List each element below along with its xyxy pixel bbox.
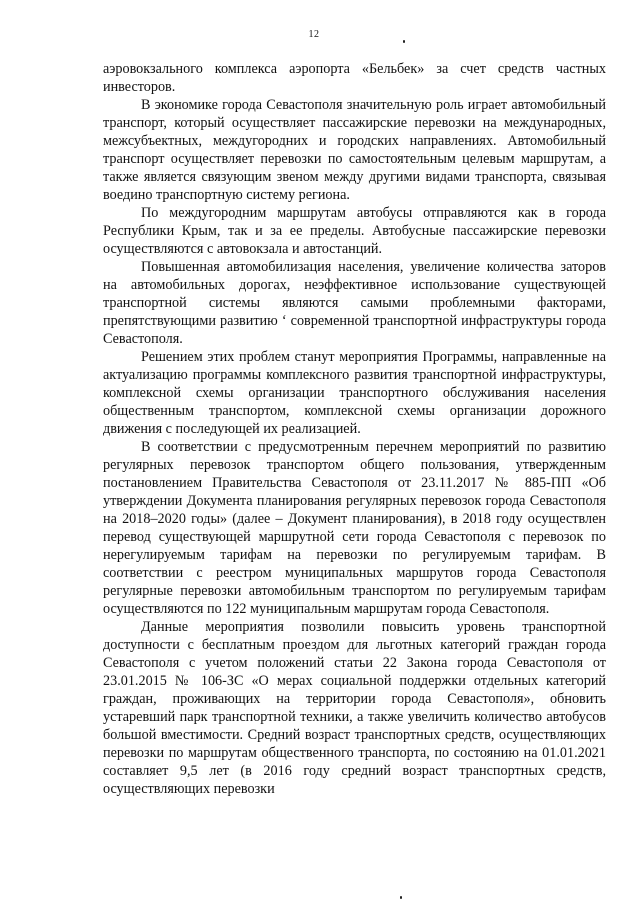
scan-speck-top	[403, 40, 405, 43]
paragraph-intercity-routes: По междугородним маршрутам автобусы отправляются как в города Республики Крым, так и за ее пределы. Автобусные пассажирские перевозки осуществляются с автовокзала и автостанций.	[103, 205, 606, 257]
body-text	[103, 60, 606, 798]
paragraph-regular-transport-reform: В соответствии с предусмотренным перечнем мероприятий по развитию регулярных перевозок транспортом общего пользования, утвержденным постановлением Правительства Севастополя от 23.11.2017 № 885-ПП «Об утверждении Документа планирования регулярных перевозок города Севастополя на 2018–2020 годы» (далее – Документ планирования), в 2018 году осуществлен перевод существующей маршрутной сети города Севастополя с перевозок по нерегулируемым тарифам на перевозки по регулируемым тарифам. В соответствии с реестром муниципальных маршрутов города Севастополя регулярные перевозки автомобильным транспортом по регулируемым тарифам осуществляются по 122 муниципальным маршрутам города Севастополя.	[103, 439, 606, 617]
paragraph-airport-investors: аэровокзального комплекса аэропорта «Бельбек» за счет средств частных инвесторов.	[103, 61, 606, 95]
paragraph-road-transport-role: В экономике города Севастополя значительную роль играет автомобильный транспорт, который осуществляет пассажирские перевозки на международных, межсубъектных, междугородних и городских направлениях. Автомобильный транспорт осуществляет перевозки по самостоятельным целевым маршрутам, а также является связующим звеном между другими видами транспорта, связывая воедино транспортную систему региона.	[103, 97, 606, 203]
scan-speck-bottom	[400, 896, 402, 899]
paragraph-program-measures: Решением этих проблем станут мероприятия Программы, направленные на актуализацию программы комплексного развития транспортной инфраструктуры, комплексной схемы организации транспортного обслуживания населения общественным транспортом, комплексной схемы организации дорожного движения с последующей их реализацией.	[103, 349, 606, 437]
paragraph-accessibility-results: Данные мероприятия позволили повысить уровень транспортной доступности с бесплатным проездом для льготных категорий граждан города Севастополя с учетом положений статьи 22 Закона города Севастополя от 23.01.2015 № 106-ЗС «О мерах социальной поддержки отдельных категорий граждан, проживающих на территории города Севастополя», обновить устаревший парк транспортной техники, а также увеличить количество автобусов большой вместимости. Средний возраст транспортных средств, осуществляющих перевозки по маршрутам общественного транспорта, по состоянию на 01.01.2021 составляет 9,5 лет (в 2016 году средний возраст транспортных средств, осуществляющих перевозки	[103, 619, 606, 797]
page-number: 12	[308, 29, 320, 40]
paragraph-motorization-problems: Повышенная автомобилизация населения, увеличение количества заторов на автомобильных дорогах, неэффективное использование существующей транспортной системы являются самыми проблемными факторами, препятствующими развитию ‘ современной транспортной инфраструктуры города Севастополя.	[103, 259, 606, 347]
